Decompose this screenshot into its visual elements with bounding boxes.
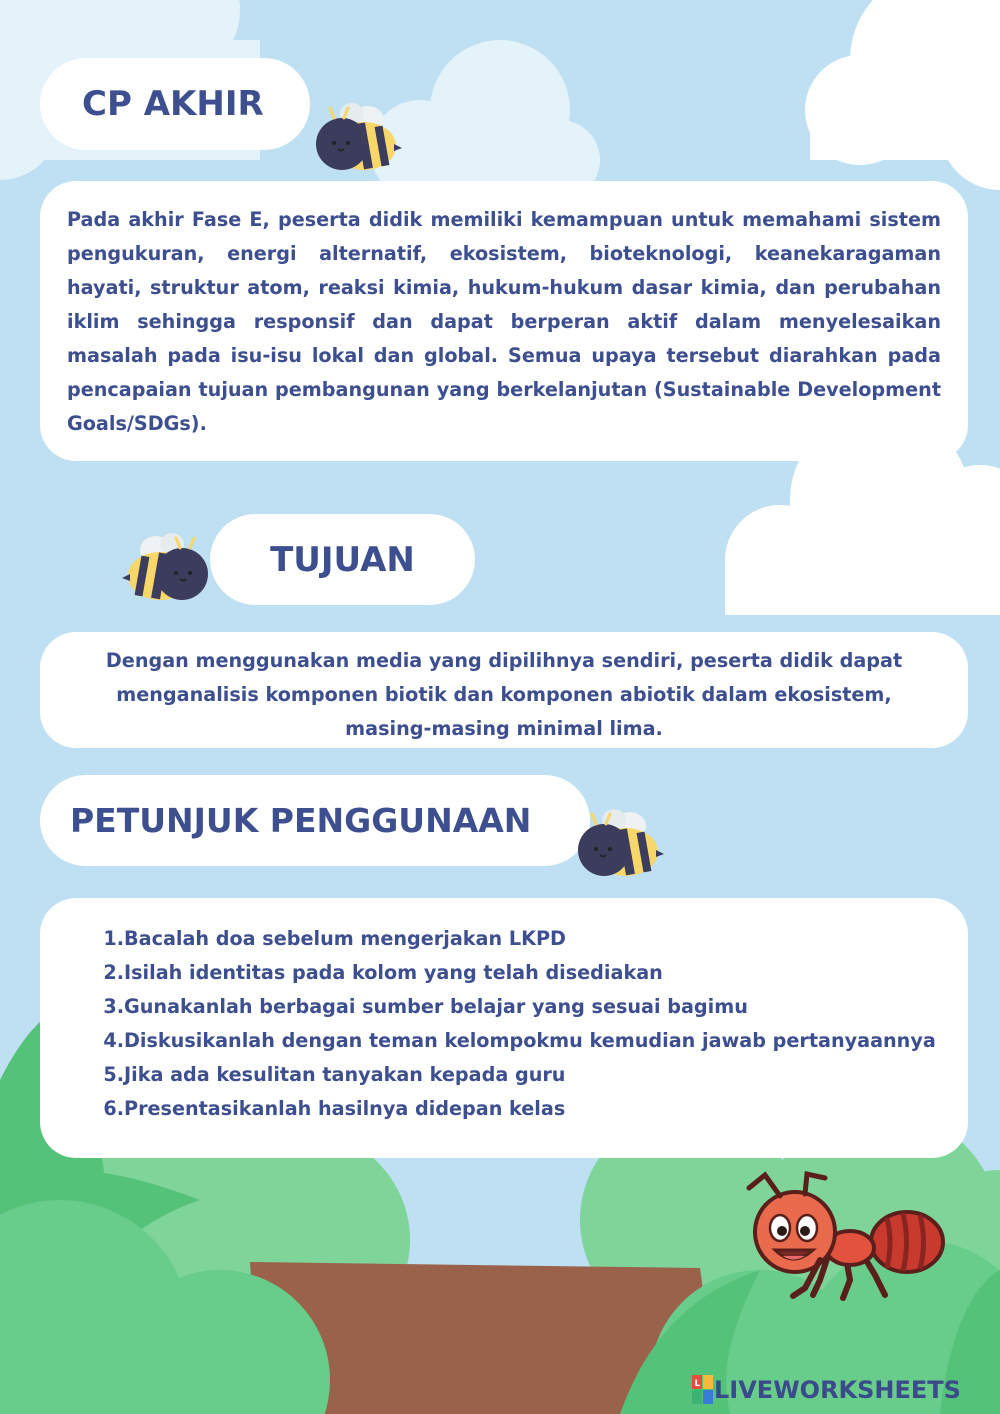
petunjuk-heading-pill xyxy=(40,775,590,866)
list-item: 4. Diskusikanlah dengan teman kelompokmu kemudian jawab pertanyaannya xyxy=(103,1029,936,1052)
tujuan-line: menganalisis komponen biotik dan komponen abiotik dalam ekosistem, xyxy=(116,683,892,706)
bee-icon xyxy=(570,802,666,882)
cp-akhir-text: Pada akhir Fase E, peserta didik memiliki kemampuan untuk memahami sistem pengukuran, energi alternatif, ekosistem, bioteknologi, keanekaragaman hayati, struktur atom, reaksi kimia, hukum-hukum dasar kimia, dan perubahan iklim sehingga responsif dan dapat berperan aktif dalam menyelesaikan masalah pada isu-isu lokal dan global. Semua upaya tersebut diarahkan pada pencapaian tujuan pembangunan yang berkelanjutan (Sustainable Development Goals/SDGs). xyxy=(67,208,941,435)
cloud-top-right xyxy=(805,0,1000,190)
list-item: 3. Gunakanlah berbagai sumber belajar yang sesuai bagimu xyxy=(103,995,748,1018)
cp-akhir-card xyxy=(40,181,968,461)
petunjuk-heading: PETUNJUK PENGGUNAAN xyxy=(70,801,532,840)
liveworksheets-logo-icon xyxy=(692,1375,714,1405)
tujuan-card xyxy=(40,632,968,748)
tujuan-line: Dengan menggunakan media yang dipilihnya sendiri, peserta didik dapat xyxy=(105,649,903,672)
cp-akhir-heading-pill xyxy=(40,58,310,150)
tujuan-heading-pill xyxy=(210,514,475,605)
bee-icon xyxy=(120,526,216,606)
liveworksheets-brand: LIVEWORKSHEETS xyxy=(714,1376,961,1404)
bee-icon xyxy=(308,96,404,176)
petunjuk-card xyxy=(40,898,968,1158)
tujuan-heading: TUJUAN xyxy=(270,539,415,580)
tujuan-line: masing-masing minimal lima. xyxy=(345,717,663,740)
steps-list xyxy=(102,922,968,1126)
cp-akhir-heading: CP AKHIR xyxy=(82,84,264,124)
list-item: 5. Jika ada kesulitan tanyakan kepada guru xyxy=(103,1063,566,1086)
liveworksheets-logo xyxy=(692,1372,961,1408)
svg-text:L: L xyxy=(694,1379,701,1389)
list-item: 2. Isilah identitas pada kolom yang telah disediakan xyxy=(103,961,663,984)
ant-icon xyxy=(735,1170,945,1305)
cloud-top-center xyxy=(370,40,600,200)
list-item: 1. Bacalah doa sebelum mengerjakan LKPD xyxy=(103,927,566,950)
list-item: 6. Presentasikanlah hasilnya didepan kelas xyxy=(103,1097,566,1120)
